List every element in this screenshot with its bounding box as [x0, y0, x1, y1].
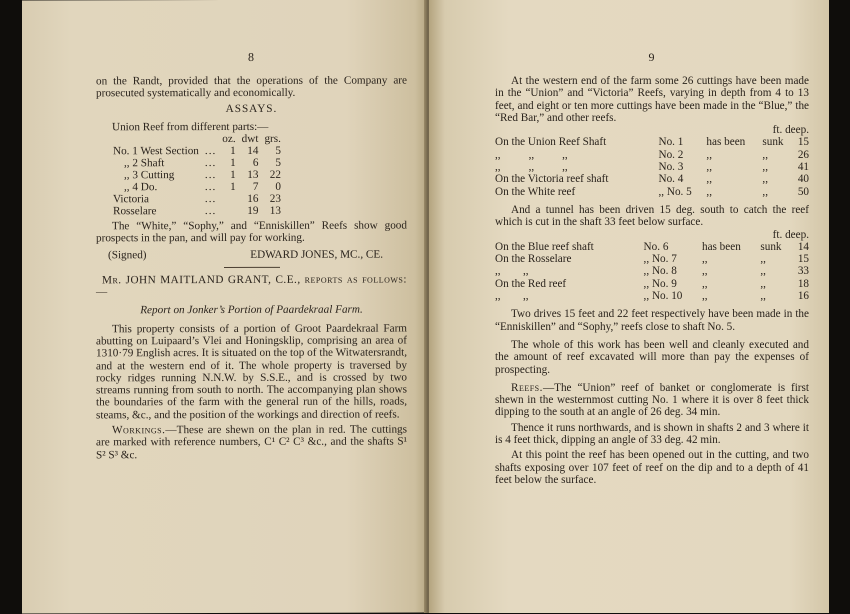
thence-paragraph: Thence it runs northwards, and is shown in shafts 2 and 3 where it is 4 feet thick, dipping an angle of 33 deg. 42 min.	[495, 421, 809, 447]
shaft-verb: ,,	[706, 173, 713, 186]
shaft-location: On the Blue reef shaft	[495, 240, 594, 253]
assay-dots: ...	[204, 205, 217, 218]
shaft-verb: ,,	[701, 253, 708, 266]
shaft-row	[495, 149, 809, 161]
workings-text: —These are shewn on the plan in red. The cuttings are marked with reference numbers, C¹ C² C³ &c., and the shafts S¹ S² S³ &c.	[96, 423, 407, 461]
shaft-sunk: ,,	[762, 148, 768, 161]
assay-dots: ...	[204, 157, 217, 170]
shaft-depth: 50	[797, 185, 809, 198]
assay-oz	[219, 193, 238, 205]
shaft-location: On the Rosselare	[495, 253, 572, 266]
shaft-location: On the White reef	[495, 185, 576, 198]
assay-row	[110, 145, 284, 157]
assay-row	[110, 193, 284, 205]
shaft-verb: ,,	[701, 277, 708, 290]
shaft-number: No. 1	[658, 136, 684, 149]
assay-dwt: 13	[247, 169, 259, 182]
shaft-number: ,, No. 10	[643, 290, 683, 303]
shaft-verb: ,,	[701, 290, 708, 303]
page-number: 8	[248, 49, 255, 64]
drives-paragraph: Two drives 15 feet and 22 feet respectively have been made in the “Enniskillen” and “Sophy,” reefs close to shaft No. 5.	[495, 308, 809, 333]
shaft-verb: ,,	[706, 148, 713, 161]
left-page	[22, 0, 427, 614]
tunnel-paragraph: And a tunnel has been driven 15 deg. south to catch the reef which is cut in the shaft 33 feet below surface.	[495, 203, 809, 229]
assay-row	[110, 205, 284, 217]
assay-label: No. 1 West Section	[113, 145, 199, 158]
assay-row	[110, 157, 284, 169]
shaft-depth: 15	[797, 136, 809, 149]
shaft-number: No. 2	[658, 148, 684, 161]
shaft-depth: 15	[797, 253, 809, 266]
assay-dwt: 6	[252, 157, 259, 170]
shaft-sunk: ,,	[760, 290, 766, 303]
intro-paragraph: on the Randt, provided that the operations of the Company are prosecuted systematically and economically.	[96, 74, 407, 100]
property-paragraph: This property consists of a portion of Groot Paardekraal Farm abutting on Luipaard’s Vlei and Honingsklip, comprising an area of 1310·79 English acres. It is situated on the top of the Witwatersrandt, and at the western end of it. The whole property is traversed by rocky ridges running N.N.W. by S.S.E., and is crossed by two streams running from south to north. The accompanying plan shows the boundaries of the farm with the general run of the hills, roads, steams, &c., and the position of the workings and direction of reefs.	[96, 322, 407, 422]
shaft-sunk: ,,	[762, 161, 768, 174]
shaft-sunk: ,,	[760, 265, 766, 278]
shaft-sunk: sunk	[762, 136, 784, 149]
assay-grs: 0	[275, 181, 281, 194]
shaft-verb: ,,	[706, 161, 713, 174]
shaft-verb: has been	[701, 240, 741, 253]
assay-oz: 1	[230, 169, 236, 182]
shaft-number: No. 6	[643, 240, 669, 253]
shaft-number: ,, No. 9	[643, 277, 677, 290]
shaft-verb: has been	[706, 136, 746, 149]
assay-row	[110, 181, 284, 193]
ft-deep-label: ft. deep.	[772, 124, 809, 137]
shaft-location: On the Red reef	[495, 277, 567, 290]
assay-units-row	[110, 133, 284, 145]
shaft-depth: 41	[797, 161, 809, 174]
assay-dots: ...	[204, 193, 217, 206]
assay-dots: ...	[204, 181, 217, 194]
assay-dwt: 19	[247, 205, 259, 218]
shaft-verb: ,,	[701, 265, 708, 278]
shaft-location: ,, ,, ,,	[495, 148, 568, 161]
shaft-location: On the Union Reef Shaft	[495, 136, 607, 149]
shaft-depth: 18	[797, 277, 809, 290]
workings-label: Workings.	[112, 424, 166, 437]
shaft-number: ,, No. 8	[643, 265, 677, 278]
unit-oz: oz.	[222, 133, 236, 146]
assay-row	[110, 169, 284, 181]
assay-grs: 23	[269, 193, 281, 206]
reefs-label: Reefs.	[511, 381, 543, 394]
page-number: 9	[648, 50, 656, 64]
shaft-number: ,, No. 7	[643, 253, 677, 266]
assay-label: Victoria	[113, 193, 149, 206]
shaft-sunk: ,,	[760, 253, 766, 266]
assay-dwt: 14	[247, 145, 259, 158]
shaft-row	[495, 290, 809, 302]
shaft-depth: 33	[797, 265, 809, 278]
shaft-row	[495, 161, 809, 173]
signed-label: (Signed)	[108, 248, 147, 262]
shaft-sunk: ,,	[762, 173, 768, 186]
assay-oz: 1	[230, 181, 236, 194]
shaft-number: No. 4	[658, 173, 684, 186]
western-end-paragraph: At the western end of the farm some 26 cuttings have been made in the “Union” and “Victoria” Reefs, varying in depth from 4 to 13 feet, and eight or ten more cuttings have been made in the “Blue,” the “Red Bar,” and other reefs.	[495, 75, 809, 124]
assay-dwt: 16	[247, 193, 259, 206]
shaft-depth: 14	[797, 240, 809, 253]
shaft-number: No. 3	[658, 161, 684, 174]
assay-oz	[219, 205, 238, 217]
workings-paragraph	[96, 424, 407, 462]
shaft-sunk: ,,	[760, 277, 766, 290]
shaft-row	[495, 136, 809, 148]
shaft-sunk: sunk	[760, 240, 782, 253]
assay-oz: 1	[230, 145, 236, 158]
shaft-number: ,, No. 5	[658, 185, 692, 198]
shaft-row	[495, 241, 809, 253]
shaft-location: ,, ,,	[495, 265, 529, 278]
assay-label: ,, 2 Shaft	[124, 157, 165, 170]
work-quality-paragraph: The whole of this work has been well and cleanly executed and the amount of reef excavated will more than pay the expenses of prospecting.	[495, 338, 809, 376]
reefs-prospects-paragraph: The “White,” “Sophy,” and “Enniskillen” Reefs show good prospects in the pan, and will pay for working.	[96, 219, 407, 245]
unit-grs: grs.	[264, 133, 281, 146]
shaft-sunk: ,,	[762, 185, 768, 198]
shaft-row	[495, 278, 809, 290]
assay-grs: 5	[275, 145, 281, 158]
assay-dots: ...	[204, 169, 217, 182]
assay-dwt: 7	[252, 181, 259, 194]
assay-dots: ...	[204, 145, 217, 158]
shaft-verb: ,,	[706, 185, 713, 198]
reef-opened-paragraph: At this point the reef has been opened out in the cutting, and two shafts exposing over 107 feet of reef on the dip and to a depth of 41 feet below the surface.	[495, 449, 809, 486]
assay-table	[110, 133, 284, 217]
shaft-row	[495, 253, 809, 265]
shaft-location: ,, ,,	[495, 290, 529, 303]
assays-heading: ASSAYS.	[225, 102, 278, 115]
assay-grs: 5	[275, 157, 281, 170]
shaft-row	[495, 186, 809, 198]
shaft-row	[495, 173, 809, 185]
assay-grs: 13	[269, 205, 281, 218]
shaft-location: On the Victoria reef shaft	[495, 173, 609, 186]
shaft-location: ,, ,, ,,	[495, 161, 568, 174]
assay-label: ,, 3 Cutting	[124, 169, 175, 182]
shaft-depth: 40	[797, 173, 809, 186]
reefs-paragraph	[495, 382, 809, 419]
assay-label: Rosselare	[113, 205, 157, 218]
reefs-text: —The “Union” reef of banket or conglomerate is first shewn in the westernmost cutting No. 1 where it is over 8 feet thick dipping to the south at an angle of 26 deg. 34 min.	[495, 381, 809, 419]
shaft-row	[495, 265, 809, 277]
union-reef-line: Union Reef from different parts:—	[112, 120, 269, 134]
grant-heading: Mr. JOHN MAITLAND GRANT, C.E., reports as follows:—	[96, 273, 407, 299]
assay-label: ,, 4 Do.	[124, 181, 158, 194]
assay-grs: 22	[269, 169, 281, 182]
unit-dwt: dwt	[241, 133, 259, 146]
report-title: Report on Jonker’s Portion of Paardekraal Farm.	[140, 304, 363, 317]
shaft-depth: 26	[797, 148, 809, 161]
right-page	[429, 0, 829, 613]
signed-name: EDWARD JONES, MC., CE.	[250, 248, 383, 261]
shaft-table-1	[495, 136, 809, 197]
signature-line	[108, 248, 407, 261]
shaft-table-2	[495, 241, 809, 302]
assay-oz: 1	[230, 157, 236, 170]
ft-deep-label: ft. deep.	[772, 228, 809, 241]
section-divider	[224, 267, 280, 268]
shaft-depth: 16	[797, 290, 809, 303]
